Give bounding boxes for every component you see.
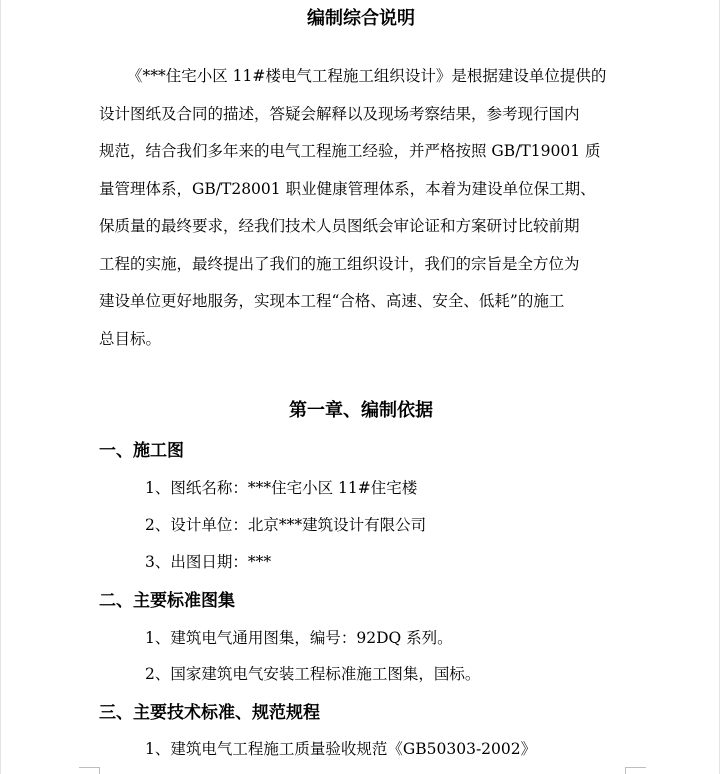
intro-line: 设计图纸及合同的描述，答疑会解释以及现场考察结果，参考现行国内 bbox=[99, 104, 580, 123]
list-item: 1、图纸名称：***住宅小区 11#住宅楼 bbox=[145, 479, 418, 497]
intro-line: 建设单位更好地服务，实现本工程“合格、高速、安全、低耗”的施工 bbox=[99, 292, 565, 310]
section-heading-technical-standards: 三、主要技术标准、规范规程 bbox=[99, 703, 320, 723]
chapter-title: 第一章、编制依据 bbox=[289, 400, 433, 421]
intro-line: 工程的实施，最终提出了我们的施工组织设计，我们的宗旨是全方位为 bbox=[99, 254, 580, 273]
page-margin-mark bbox=[79, 767, 100, 774]
document-title: 编制综合说明 bbox=[307, 8, 415, 29]
intro-line: 总目标。 bbox=[99, 329, 162, 348]
intro-paragraph bbox=[99, 58, 627, 358]
list-item: 2、国家建筑电气安装工程标准施工图集，国标。 bbox=[145, 665, 481, 683]
intro-line: 保质量的最终要求，经我们技术人员图纸会审论证和方案研讨比较前期 bbox=[99, 217, 580, 235]
intro-line: 《***住宅小区 11#楼电气工程施工组织设计》是根据建设单位提供的 bbox=[127, 67, 607, 85]
list-item: 1、建筑电气通用图集，编号：92DQ 系列。 bbox=[145, 629, 453, 647]
section-heading-drawings: 一、施工图 bbox=[99, 441, 184, 461]
section-heading-standard-atlases: 二、主要标准图集 bbox=[99, 591, 235, 611]
intro-line: 规范，结合我们多年来的电气工程施工经验，并严格按照 GB/T19001 质 bbox=[99, 142, 601, 160]
page-margin-mark bbox=[625, 767, 646, 774]
list-item: 2、设计单位：北京***建筑设计有限公司 bbox=[145, 516, 427, 534]
list-item: 1、建筑电气工程施工质量验收规范《GB50303-2002》 bbox=[145, 740, 537, 758]
intro-line: 量管理体系，GB/T28001 职业健康管理体系，本着为建设单位保工期、 bbox=[99, 179, 596, 198]
list-item: 3、出图日期：*** bbox=[145, 553, 272, 571]
